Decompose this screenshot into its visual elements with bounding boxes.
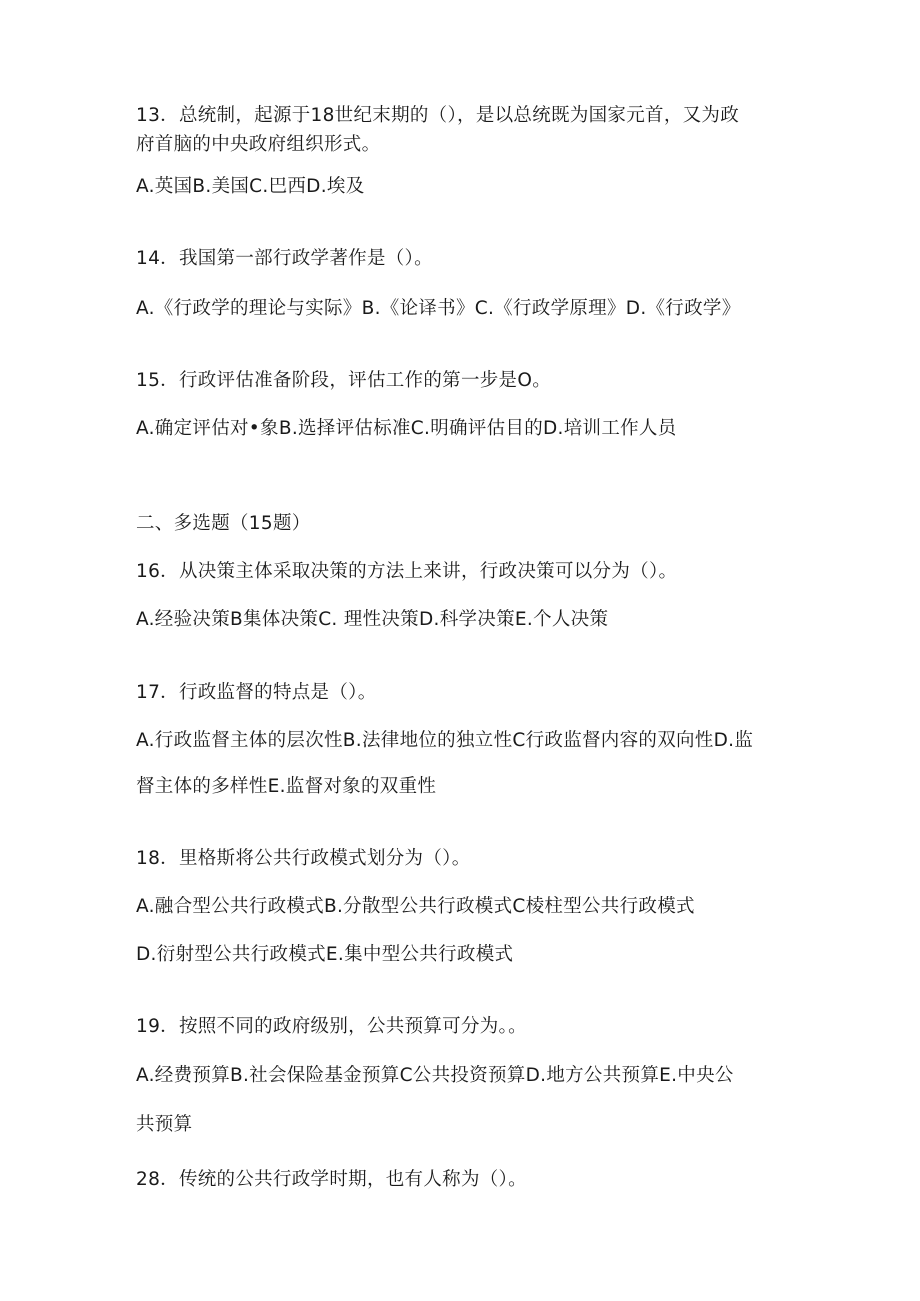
question-19-stem: 19．按照不同的政府级别，公共预算可分为。。 [136, 1016, 527, 1037]
question-14-stem: 14．我国第一部行政学著作是（）。 [136, 248, 433, 269]
question-15-options: A.确定评估对•象B.选择评估标准C.明确评估目的D.培训工作人员 [136, 418, 677, 439]
question-16-options: A.经验决策B集体决策C. 理性决策D.科学决策E.个人决策 [136, 609, 609, 630]
question-17-stem: 17．行政监督的特点是（）。 [136, 682, 377, 703]
question-17-options-line-1: A.行政监督主体的层次性B.法律地位的独立性C行政监督内容的双向性D.监 [136, 730, 754, 751]
question-18-stem: 18．里格斯将公共行政模式划分为（）。 [136, 848, 471, 869]
question-18-options-line-1: A.融合型公共行政模式B.分散型公共行政模式C棱柱型公共行政模式 [136, 896, 695, 917]
question-13-options: A.英国B.美国C.巴西D.埃及 [136, 176, 365, 197]
question-17-options-line-2: 督主体的多样性E.监督对象的双重性 [136, 776, 437, 797]
question-13-stem-line-2: 府首脑的中央政府组织形式。 [136, 134, 381, 155]
question-19-options-line-1: A.经费预算B.社会保险基金预算C公共投资预算D.地方公共预算E.中央公 [136, 1065, 734, 1086]
question-28-stem: 28．传统的公共行政学时期，也有人称为（）。 [136, 1169, 527, 1190]
question-18-options-line-2: D.衍射型公共行政模式E.集中型公共行政模式 [136, 944, 514, 965]
question-13-stem-line-1: 13．总统制，起源于18世纪末期的（），是以总统既为国家元首，又为政 [136, 105, 740, 126]
question-19-options-line-2: 共预算 [136, 1114, 193, 1135]
section-heading: 二、多选题（15题） [136, 513, 311, 534]
question-16-stem: 16．从决策主体采取决策的方法上来讲，行政决策可以分为（）。 [136, 561, 678, 582]
question-14-options: A.《行政学的理论与实际》B.《论译书》C.《行政学原理》D.《行政学》 [136, 298, 741, 319]
question-15-stem: 15．行政评估准备阶段，评估工作的第一步是O。 [136, 370, 552, 391]
